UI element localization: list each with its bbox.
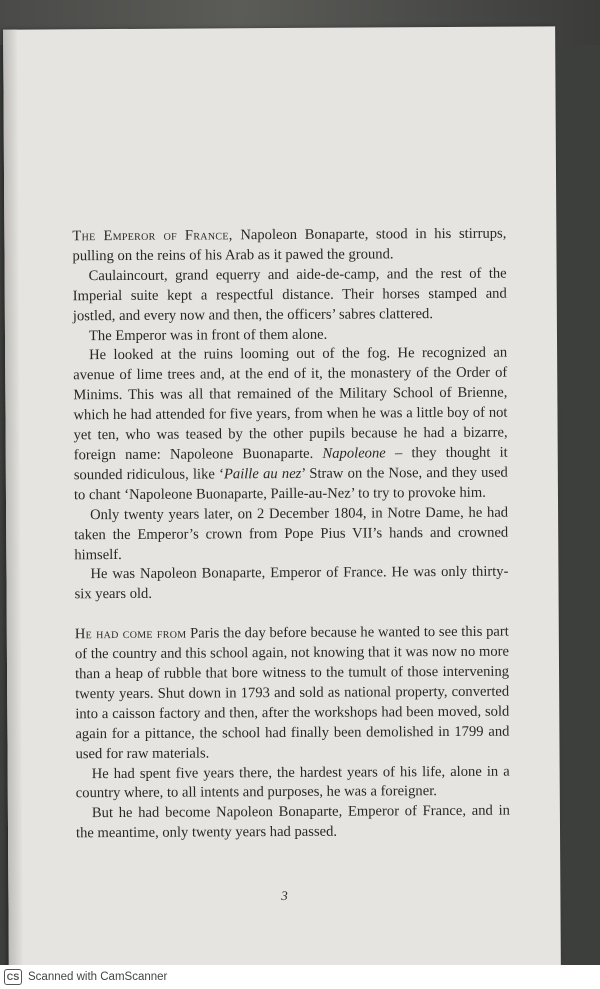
- page-spine-shadow: [3, 30, 23, 975]
- paragraph-7: He had come from Paris the day before because he wanted to see this part of the country and this school again, not knowing that it was now no more than a heap of rubble that bore witness to the tumult of those intervening twenty years. Shut down in 1793 and sold as national property, converted into a caisson factory and then, after the workshops had been moved, sold again for a pittance, the school had finally been demolished in 1799 and used for raw materials.: [74, 623, 510, 762]
- lead-small-caps: He had come from: [74, 625, 187, 643]
- camscanner-logo-icon: CS: [4, 969, 22, 985]
- paragraph-6: He was Napoleon Bonaparte, Emperor of France. He was only thirty-six years old.: [74, 564, 509, 603]
- page-number: 3: [281, 887, 288, 904]
- paragraph-1: The Emperor of France, Napoleon Bonaparte, stood in his stirrups, pulling on the reins of his Arab as it pawed the ground.: [72, 225, 507, 265]
- paragraph-2: Caulaincourt, grand equerry and aide-de-camp, and the rest of the Imperial suite kept a respectful distance. Their horses stamped and jostled, and every now and then, the officers’ sabres clattered.: [72, 265, 507, 324]
- watermark-text: Scanned with CamScanner: [28, 971, 168, 983]
- scanner-watermark-bar: [0, 965, 600, 989]
- paragraph-9: But he had become Napoleon Bonaparte, Emperor of France, and in the meantime, only twenty years had passed.: [75, 802, 510, 842]
- paragraph-3: The Emperor was in front of them alone.: [88, 326, 328, 344]
- paragraph-8: He had spent five years there, the hardest years of his life, alone in a country where, to all intents and purposes, he was a foreigner.: [75, 763, 510, 802]
- body-text: [72, 225, 510, 845]
- paragraph-5: Only twenty years later, on 2 December 1804, in Notre Dame, he had taken the Emperor’s crown from Pope Pius VII’s hands and crowned himself.: [74, 504, 509, 563]
- lead-small-caps: The Emperor of France,: [72, 227, 233, 245]
- book-page: [3, 26, 561, 974]
- paragraph-4: He looked at the ruins looming out of the fog. He recognized an avenue of lime trees and, at the end of it, the monastery of the Order of Minims. This was all that remained of the Military School of Brienne, which he had attended for five years, from when he was a little boy of not yet ten, who was teased by the other pupils because he had a bizarre, foreign name: Napoleone Buonaparte. Napoleone – they thought it sounded ridiculous, like ‘Paille au nez’ Straw on the Nose, and they used to chant ‘Napoleone Buonaparte, Paille-au-Nez’ to try to provoke him.: [73, 345, 508, 504]
